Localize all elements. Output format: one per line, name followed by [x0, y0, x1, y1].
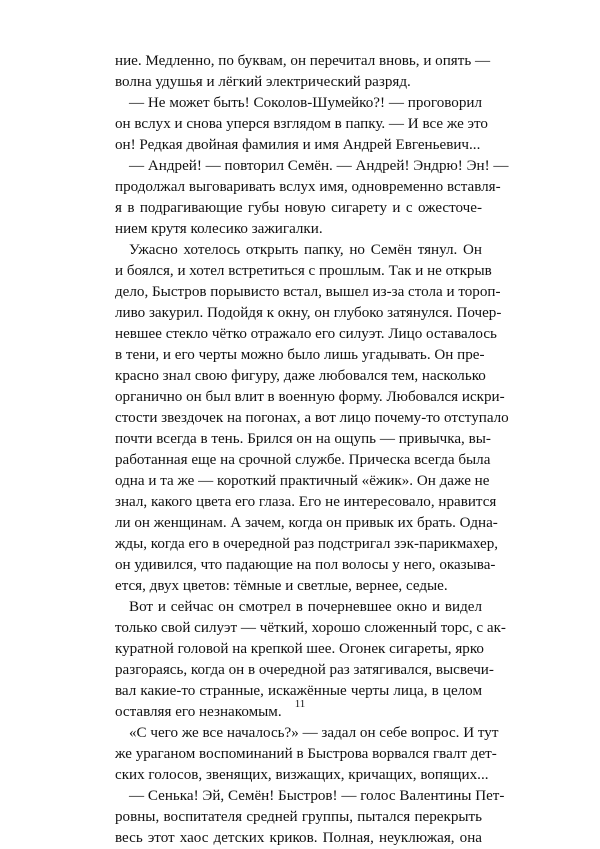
text-line: почти всегда в тень. Брился он на ощупь — привычка, вы-	[115, 431, 491, 447]
text-line: ние. Медленно, по буквам, он перечитал вновь, и опять —	[115, 53, 491, 69]
text-line: жды, когда его в очередной раз подстригал зэк-парикмахер,	[115, 536, 499, 552]
text-line: же ураганом воспоминаний в Быстрова ворвался гвалт дет-	[115, 746, 497, 762]
text-line: вал какие-то странные, искажённые черты лица, в целом	[115, 683, 482, 699]
text-line: знал, какого цвета его глаза. Его не интересовало, нравится	[115, 494, 497, 510]
text-line: ровны, воспитателя средней группы, пытался перекрыть	[115, 809, 482, 825]
text-line: «С чего же все началось?» — задал он себе вопрос. И тут	[129, 725, 499, 741]
text-line: куратной головой на крепкой шее. Огонек сигареты, ярко	[115, 641, 484, 657]
text-line: ется, двух цветов: тёмные и светлые, вернее, седые.	[115, 578, 448, 594]
page-number: 11	[294, 698, 306, 710]
text-line: красно знал свою фигуру, даже любовался тем, насколько	[115, 368, 486, 384]
text-line: продолжал выговаривать вслух имя, одновременно вставля-	[115, 179, 501, 195]
text-line: Вот и сейчас он смотрел в почерневшее окно и видел	[129, 599, 482, 615]
text-line: он! Редкая двойная фамилия и имя Андрей Евгеньевич...	[115, 137, 481, 153]
text-line: стости звездочек на погонах, а вот лицо почему-то отступало	[115, 410, 509, 426]
text-line: — Сенька! Эй, Семён! Быстров! — голос Валентины Пет-	[129, 788, 505, 804]
text-line: ли он женщинам. А зачем, когда он привык их брать. Одна-	[115, 515, 498, 531]
text-line: — Андрей! — повторил Семён. — Андрей! Эндрю! Эн! —	[129, 158, 509, 174]
text-line: и боялся, и хотел встретиться с прошлым. Так и не открыв	[115, 263, 492, 279]
text-line: невшее стекло чётко отражало его силуэт. Лицо оставалось	[115, 326, 497, 342]
text-line: ских голосов, звенящих, визжащих, кричащих, вопящих...	[115, 767, 489, 783]
text-line: органично он был влит в военную форму. Любовался искри-	[115, 389, 505, 405]
text-line: разгораясь, когда он в очередной раз затягивался, высвечи-	[115, 662, 494, 678]
text-line: он вслух и снова уперся взглядом в папку. — И все же это	[115, 116, 488, 132]
text-line: дело, Быстров порывисто встал, вышел из-за стола и тороп-	[115, 284, 501, 300]
text-line: — Не может быть! Соколов-Шумейко?! — проговорил	[129, 95, 482, 111]
text-line: волна удушья и лёгкий электрический разряд.	[115, 74, 411, 90]
text-line: только свой силуэт — чёткий, хорошо сложенный торс, с ак-	[115, 620, 506, 636]
text-line: работанная еще на срочной службе. Прическа всегда была	[115, 452, 491, 468]
text-line: он удивился, что падающие на пол волосы у него, оказыва-	[115, 557, 496, 573]
text-line: в тени, и его черты можно было лишь угадывать. Он пре-	[115, 347, 485, 363]
text-line: нием крутя колесико зажигалки.	[115, 221, 323, 237]
text-line: я в подрагивающие губы новую сигарету и с ожесточе-	[115, 200, 482, 216]
text-line: оставляя его незнакомым.	[115, 704, 282, 720]
text-line: одна и та же — короткий практичный «ёжик». Он даже не	[115, 473, 490, 489]
text-line: Ужасно хотелось открыть папку, но Семён тянул. Он	[129, 242, 482, 258]
text-line: ливо закурил. Подойдя к окну, он глубоко затянулся. Почер-	[115, 305, 502, 321]
text-line: весь этот хаос детских криков. Полная, неуклюжая, она	[115, 830, 482, 846]
body-text	[115, 51, 509, 849]
